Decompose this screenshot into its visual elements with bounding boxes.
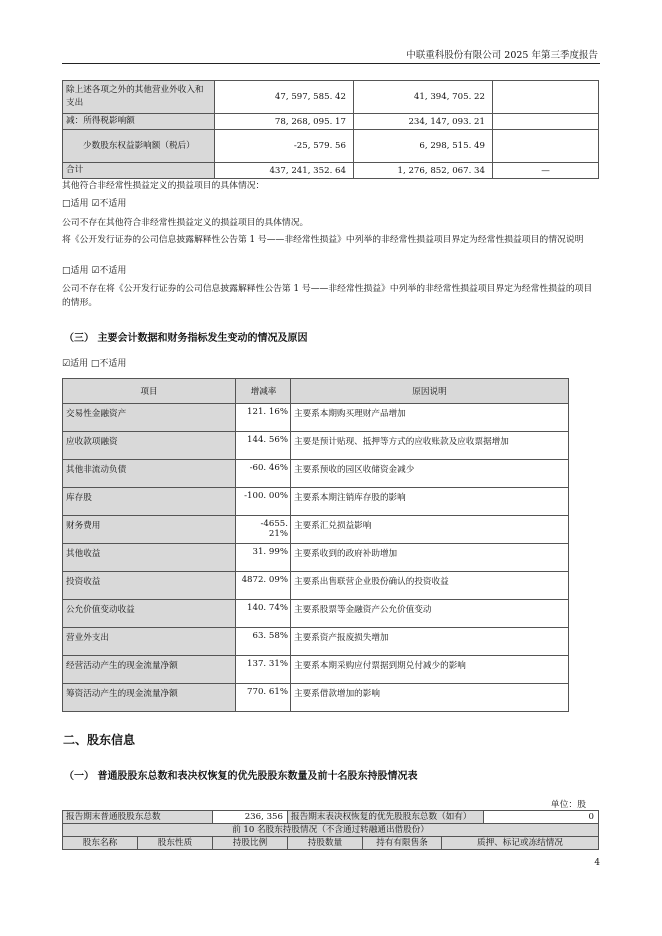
table-row — [63, 81, 599, 114]
table-row — [63, 114, 599, 130]
item-cell: 其他收益 — [63, 544, 236, 572]
item-cell: 投资收益 — [63, 572, 236, 600]
note-paragraph: 将《公开发行证券的公司信息披露解释性公告第 1 号——非经常性损益》中列举的非经常性损益项目界定为经常性损益项目的情况说明 — [62, 235, 584, 245]
current-period-value: 437, 241, 352. 64 — [215, 163, 354, 179]
table-row — [63, 600, 569, 628]
top10-title: 前 10 名股东持股情况（不含通过转融通出借股份） — [63, 824, 599, 837]
reason-cell: 主要系本期注销库存股的影响 — [291, 488, 569, 516]
row-label: 除上述各项之外的其他营业外收入和支出 — [63, 81, 215, 114]
reason-cell: 主要系收到的政府补助增加 — [291, 544, 569, 572]
note-paragraph: 公司不存在其他符合非经常性损益定义的损益项目的具体情况。 — [62, 218, 309, 228]
rate-cell: -60. 46% — [236, 460, 291, 488]
column-header: 股东名称 — [63, 837, 138, 850]
rate-cell: 137. 31% — [236, 656, 291, 684]
section-title: （三） 主要会计数据和财务指标发生变动的情况及原因 — [64, 333, 308, 344]
table-row — [63, 460, 569, 488]
column-header: 项目 — [63, 379, 236, 404]
reason-cell: 主要系借款增加的影响 — [291, 684, 569, 712]
table-row — [63, 163, 599, 179]
current-period-value: 47, 597, 585. 42 — [215, 81, 354, 114]
current-period-value: -25, 579. 56 — [215, 130, 354, 163]
ytd-value: 234, 147, 093. 21 — [354, 114, 493, 130]
rate-cell: 4872. 09% — [236, 572, 291, 600]
table-row — [63, 572, 569, 600]
item-cell: 应收款项融资 — [63, 432, 236, 460]
page-number: 4 — [594, 858, 600, 868]
table-header-row — [63, 379, 569, 404]
row-label: 合计 — [63, 163, 215, 179]
table-row — [63, 432, 569, 460]
column-header: 质押、标记或冻结情况 — [442, 837, 599, 850]
applicability-checkbox: ☑适用 □不适用 — [62, 359, 127, 369]
reason-cell: 主要系本期购买理财产品增加 — [291, 404, 569, 432]
ytd-value: 1, 276, 852, 067. 34 — [354, 163, 493, 179]
column-header: 原因说明 — [291, 379, 569, 404]
subsection-heading: （一） 普通股股东总数和表决权恢复的优先股股东数量及前十名股东持股情况表 — [64, 771, 418, 782]
remark: — — [493, 163, 599, 179]
item-cell: 营业外支出 — [63, 628, 236, 656]
remark — [493, 81, 599, 114]
item-cell: 公允价值变动收益 — [63, 600, 236, 628]
applicability-checkbox: □适用 ☑不适用 — [62, 199, 127, 209]
remark — [493, 114, 599, 130]
reason-cell: 主要系预收的园区收储资金减少 — [291, 460, 569, 488]
preferred-holders-value: 0 — [483, 811, 598, 824]
column-header: 股东性质 — [138, 837, 213, 850]
table-row — [63, 544, 569, 572]
reason-cell: 主要系出售联营企业股份确认的投资收益 — [291, 572, 569, 600]
non-recurring-gains-table — [62, 80, 599, 179]
table-row — [63, 628, 569, 656]
table-row — [63, 404, 569, 432]
reason-cell: 主要系本期采购应付票据到期兑付减少的影响 — [291, 656, 569, 684]
item-cell: 经营活动产生的现金流量净额 — [63, 656, 236, 684]
item-cell: 交易性金融资产 — [63, 404, 236, 432]
section-heading: 二、股东信息 — [63, 733, 136, 747]
reason-cell: 主要系资产报废损失增加 — [291, 628, 569, 656]
shareholders-table — [62, 810, 599, 850]
rate-cell: 770. 61% — [236, 684, 291, 712]
column-header: 增减率 — [236, 379, 291, 404]
table-row — [63, 130, 599, 163]
table-row — [63, 656, 569, 684]
total-holders-label: 报告期末普通股股东总数 — [63, 811, 213, 824]
note-paragraph: 其他符合非经常性损益定义的损益项目的具体情况： — [62, 181, 265, 191]
table-row — [63, 811, 599, 824]
unit-label: 单位：股 — [550, 800, 586, 810]
remark — [493, 130, 599, 163]
header-divider — [62, 63, 600, 64]
item-cell: 其他非流动负债 — [63, 460, 236, 488]
table-row — [63, 516, 569, 544]
column-header: 持股数量 — [288, 837, 363, 850]
reason-cell: 主要系股票等金融资产公允价值变动 — [291, 600, 569, 628]
note-paragraph: 公司不存在将《公开发行证券的公司信息披露解释性公告第 1 号——非经常性损益》中列举的非经常性损益项目界定为经常性损益的项目的情形。 — [62, 284, 593, 308]
rate-cell: 140. 74% — [236, 600, 291, 628]
table-row — [63, 488, 569, 516]
applicability-checkbox: □适用 ☑不适用 — [62, 266, 127, 276]
column-header: 持有有限售条 — [363, 837, 442, 850]
rate-cell: -100. 00% — [236, 488, 291, 516]
rate-cell: 121. 16% — [236, 404, 291, 432]
total-holders-value: 236, 356 — [213, 811, 288, 824]
table-row — [63, 824, 599, 837]
preferred-holders-label: 报告期末表决权恢复的优先股股东总数（如有） — [288, 811, 484, 824]
table-row — [63, 684, 569, 712]
ytd-value: 41, 394, 705. 22 — [354, 81, 493, 114]
row-label: 减：所得税影响额 — [63, 114, 215, 130]
item-cell: 库存股 — [63, 488, 236, 516]
changes-table — [62, 378, 569, 712]
item-cell: 筹资活动产生的现金流量净额 — [63, 684, 236, 712]
ytd-value: 6, 298, 515. 49 — [354, 130, 493, 163]
row-label: 少数股东权益影响额（税后） — [63, 130, 215, 163]
column-header: 持股比例 — [213, 837, 288, 850]
rate-cell: -4655. 21% — [236, 516, 291, 544]
rate-cell: 31. 99% — [236, 544, 291, 572]
rate-cell: 144. 56% — [236, 432, 291, 460]
item-cell: 财务费用 — [63, 516, 236, 544]
reason-cell: 主要是预计贴现、抵押等方式的应收账款及应收票据增加 — [291, 432, 569, 460]
report-header-title: 中联重科股份有限公司 2025 年第三季度报告 — [406, 50, 598, 61]
reason-cell: 主要系汇兑损益影响 — [291, 516, 569, 544]
table-header-row — [63, 837, 599, 850]
current-period-value: 78, 268, 095. 17 — [215, 114, 354, 130]
rate-cell: 63. 58% — [236, 628, 291, 656]
